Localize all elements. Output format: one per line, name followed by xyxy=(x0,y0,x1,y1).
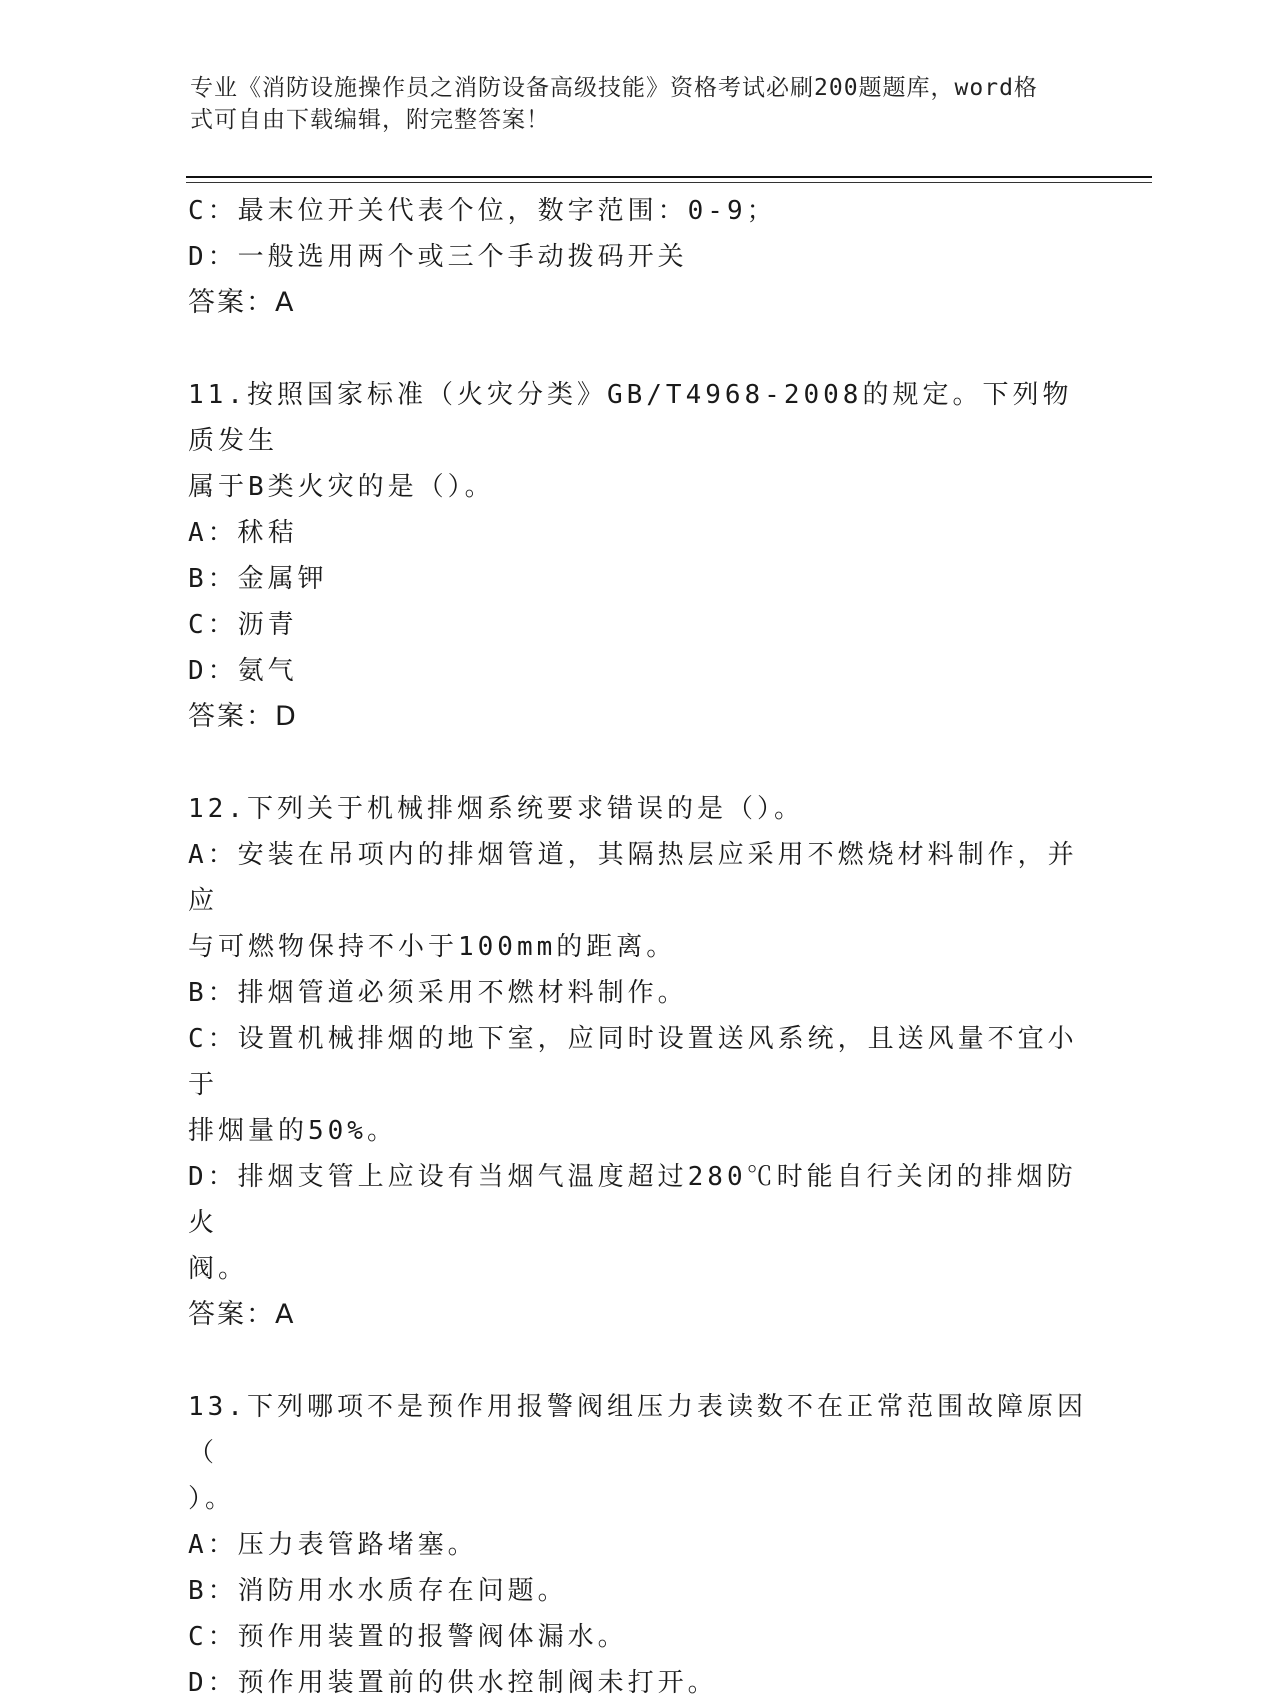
question-content xyxy=(188,188,1088,1706)
option-d-continued: 阀。 xyxy=(188,1254,249,1284)
option-c-continued: 排烟量的50%。 xyxy=(188,1116,397,1146)
option-b: B：金属钾 xyxy=(188,564,328,594)
option-b: B：排烟管道必须采用不燃材料制作。 xyxy=(188,978,688,1008)
answer-line: 答案：A xyxy=(188,1299,296,1330)
question-11 xyxy=(188,372,1088,740)
question-stem: 12.下列关于机械排烟系统要求错误的是（）。 xyxy=(188,794,804,824)
question-stem: 11.按照国家标准（火灾分类》GB/T4968-2008的规定。下列物质发生 xyxy=(188,380,1073,456)
option-d: D：氨气 xyxy=(188,656,298,686)
spacer xyxy=(188,1338,1088,1384)
question-stem: 13.下列哪项不是预作用报警阀组压力表读数不在正常范围故障原因（ xyxy=(188,1392,1087,1468)
option-a: A：秫秸 xyxy=(188,518,298,548)
question-stem: 属于B类火灾的是（）。 xyxy=(188,472,495,502)
option-c: C：沥青 xyxy=(188,610,298,640)
header-divider-thick xyxy=(186,176,1152,178)
option-d: D：预作用装置前的供水控制阀未打开。 xyxy=(188,1668,718,1698)
header-line-1: 专业《消防设施操作员之消防设备高级技能》资格考试必刷200题题库，word格 xyxy=(190,75,1038,101)
question-stem: ）。 xyxy=(188,1484,236,1514)
question-13 xyxy=(188,1384,1088,1706)
option-c: C：设置机械排烟的地下室，应同时设置送风系统，且送风量不宜小于 xyxy=(188,1024,1078,1100)
option-a: A：安装在吊项内的排烟管道，其隔热层应采用不燃烧材料制作，并应 xyxy=(188,840,1078,916)
spacer xyxy=(188,326,1088,372)
option-a-continued: 与可燃物保持不小于100mm的距离。 xyxy=(188,932,677,962)
option-c: C：预作用装置的报警阀体漏水。 xyxy=(188,1622,628,1652)
spacer xyxy=(188,740,1088,786)
option-a: A：压力表管路堵塞。 xyxy=(188,1530,478,1560)
option-d: D：一般选用两个或三个手动拨码开关 xyxy=(188,242,688,272)
question-12 xyxy=(188,786,1088,1338)
document-header xyxy=(190,72,1070,136)
question-10-continued xyxy=(188,188,1088,326)
answer-line: 答案：A xyxy=(188,287,296,318)
option-b: B：消防用水水质存在问题。 xyxy=(188,1576,568,1606)
option-d: D：排烟支管上应设有当烟气温度超过280℃时能自行关闭的排烟防火 xyxy=(188,1162,1077,1238)
header-line-2: 式可自由下载编辑，附完整答案！ xyxy=(190,107,550,133)
answer-line: 答案：D xyxy=(188,701,298,732)
header-divider-thin xyxy=(186,182,1152,183)
option-c: C：最末位开关代表个位，数字范围：0-9； xyxy=(188,196,777,226)
